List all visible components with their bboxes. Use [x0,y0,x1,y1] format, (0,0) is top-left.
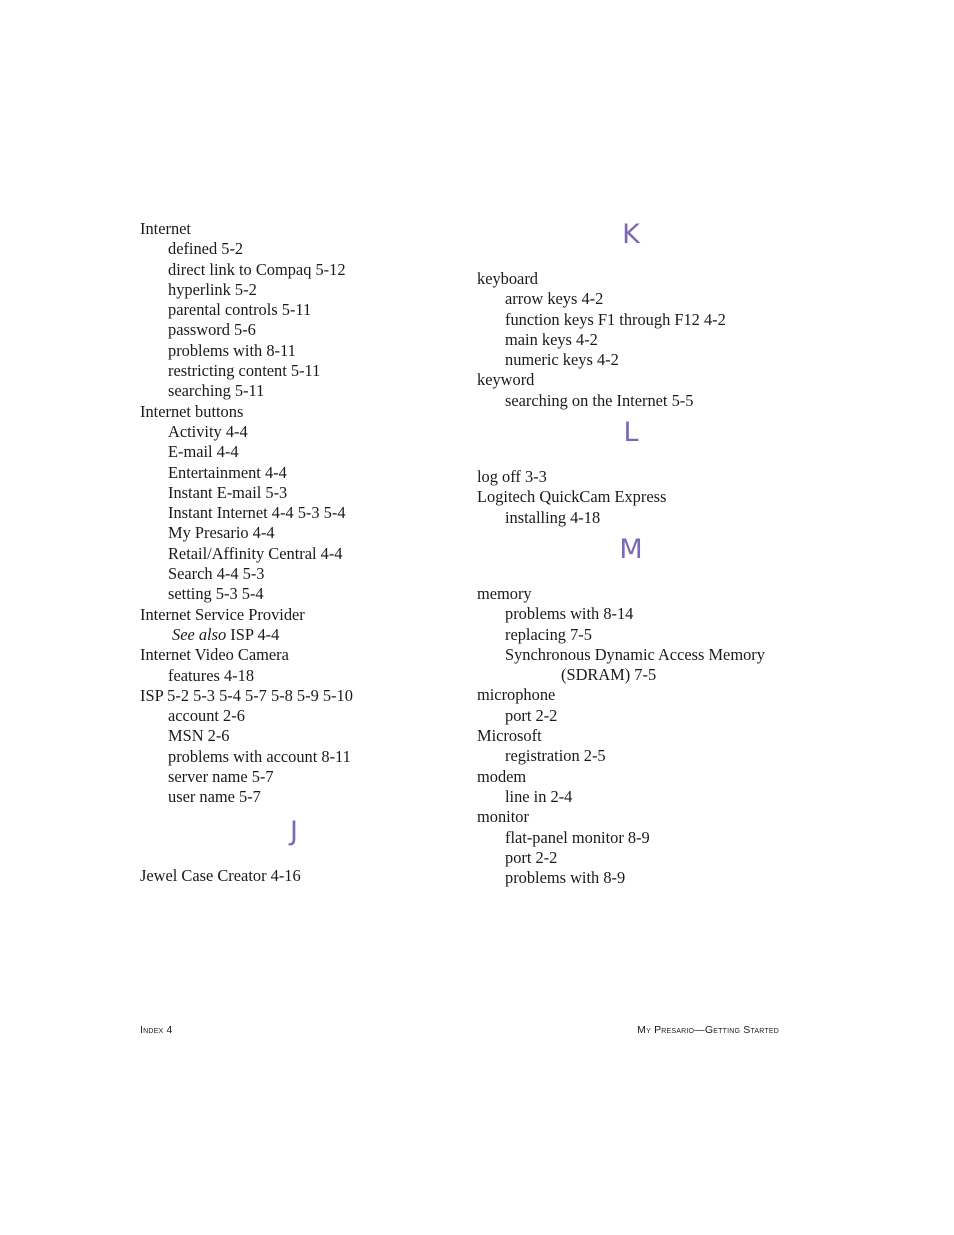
index-subterm: searching on the Internet 5-5 [505,390,694,410]
index-term: Jewel Case Creator 4-16 [140,865,301,885]
index-subterm: Synchronous Dynamic Access Memory [505,644,765,664]
footer-page-number: Index 4 [140,1024,173,1036]
index-term: Internet Video Camera [140,645,289,665]
index-subterm: registration 2-5 [505,746,606,766]
see-also-label: See also [172,624,227,644]
index-subterm: main keys 4-2 [505,329,598,349]
index-subterm: Instant Internet 4-4 5-3 5-4 [168,503,346,523]
index-term: Internet [140,219,191,238]
index-subterm: problems with account 8-11 [168,746,351,766]
index-subterm: Entertainment 4-4 [168,462,287,482]
index-term: keyword [477,370,535,390]
index-subterm: port 2-2 [505,705,558,725]
index-subterm: defined 5-2 [168,239,244,259]
index-subterm: port 2-2 [505,847,558,867]
index-subterm: Activity 4-4 [168,421,248,441]
index-subterm: problems with 8-9 [505,868,626,888]
index-subterm: password 5-6 [168,320,256,340]
index-subterm: Instant E-mail 5-3 [168,482,288,502]
index-term: Internet buttons [140,401,244,421]
see-also-target: ISP 4-4 [226,624,280,644]
index-subterm: My Presario 4-4 [168,523,275,543]
see-also-reference [140,625,460,645]
index-term: memory [477,583,532,603]
index-subterm: server name 5-7 [168,767,274,787]
index-subterm: installing 4-18 [505,507,601,527]
section-letter-j: J [290,815,298,847]
index-subterm: restricting content 5-11 [168,361,321,381]
section-letter-l: L [623,417,639,449]
index-subterm: parental controls 5-11 [168,300,312,320]
index-subterm: features 4-18 [168,665,255,685]
index-subterm: replacing 7-5 [505,624,592,644]
index-column-right [477,219,817,888]
index-subterm: hyperlink 5-2 [168,279,257,299]
index-subterm: Search 4-4 5-3 [168,564,265,584]
index-term: Logitech QuickCam Express [477,487,667,507]
index-subterm: problems with 8-11 [168,340,296,360]
index-subterm: problems with 8-14 [505,604,634,624]
index-subterm: Retail/Affinity Central 4-4 [168,543,343,563]
index-subterm: MSN 2-6 [168,726,230,746]
index-term: ISP 5-2 5-3 5-4 5-7 5-8 5-9 5-10 [140,685,353,705]
index-subterm: account 2-6 [168,706,245,726]
index-subterm: user name 5-7 [168,787,261,807]
index-subterm: line in 2-4 [505,786,573,806]
index-term: modem [477,766,527,786]
section-letter-m: M [619,533,643,565]
footer-book-title: My Presario—Getting Started [637,1024,779,1036]
index-subterm-continuation: (SDRAM) 7-5 [561,665,657,685]
index-subterm: E-mail 4-4 [168,442,239,462]
index-term: log off 3-3 [477,467,547,487]
index-subterm: flat-panel monitor 8-9 [505,827,650,847]
index-subterm: arrow keys 4-2 [505,289,604,309]
index-subterm: direct link to Compaq 5-12 [168,259,346,279]
index-term: keyboard [477,269,538,288]
index-term: microphone [477,685,556,705]
section-letter-k: K [622,219,640,250]
index-subterm: setting 5-3 5-4 [168,584,264,604]
index-subterm: function keys F1 through F12 4-2 [505,309,726,329]
index-term: Microsoft [477,726,542,746]
index-term: monitor [477,807,529,827]
index-column-left [140,219,460,886]
index-subterm: numeric keys 4-2 [505,350,619,370]
index-subterm: searching 5-11 [168,381,265,401]
index-term: Internet Service Provider [140,604,305,624]
